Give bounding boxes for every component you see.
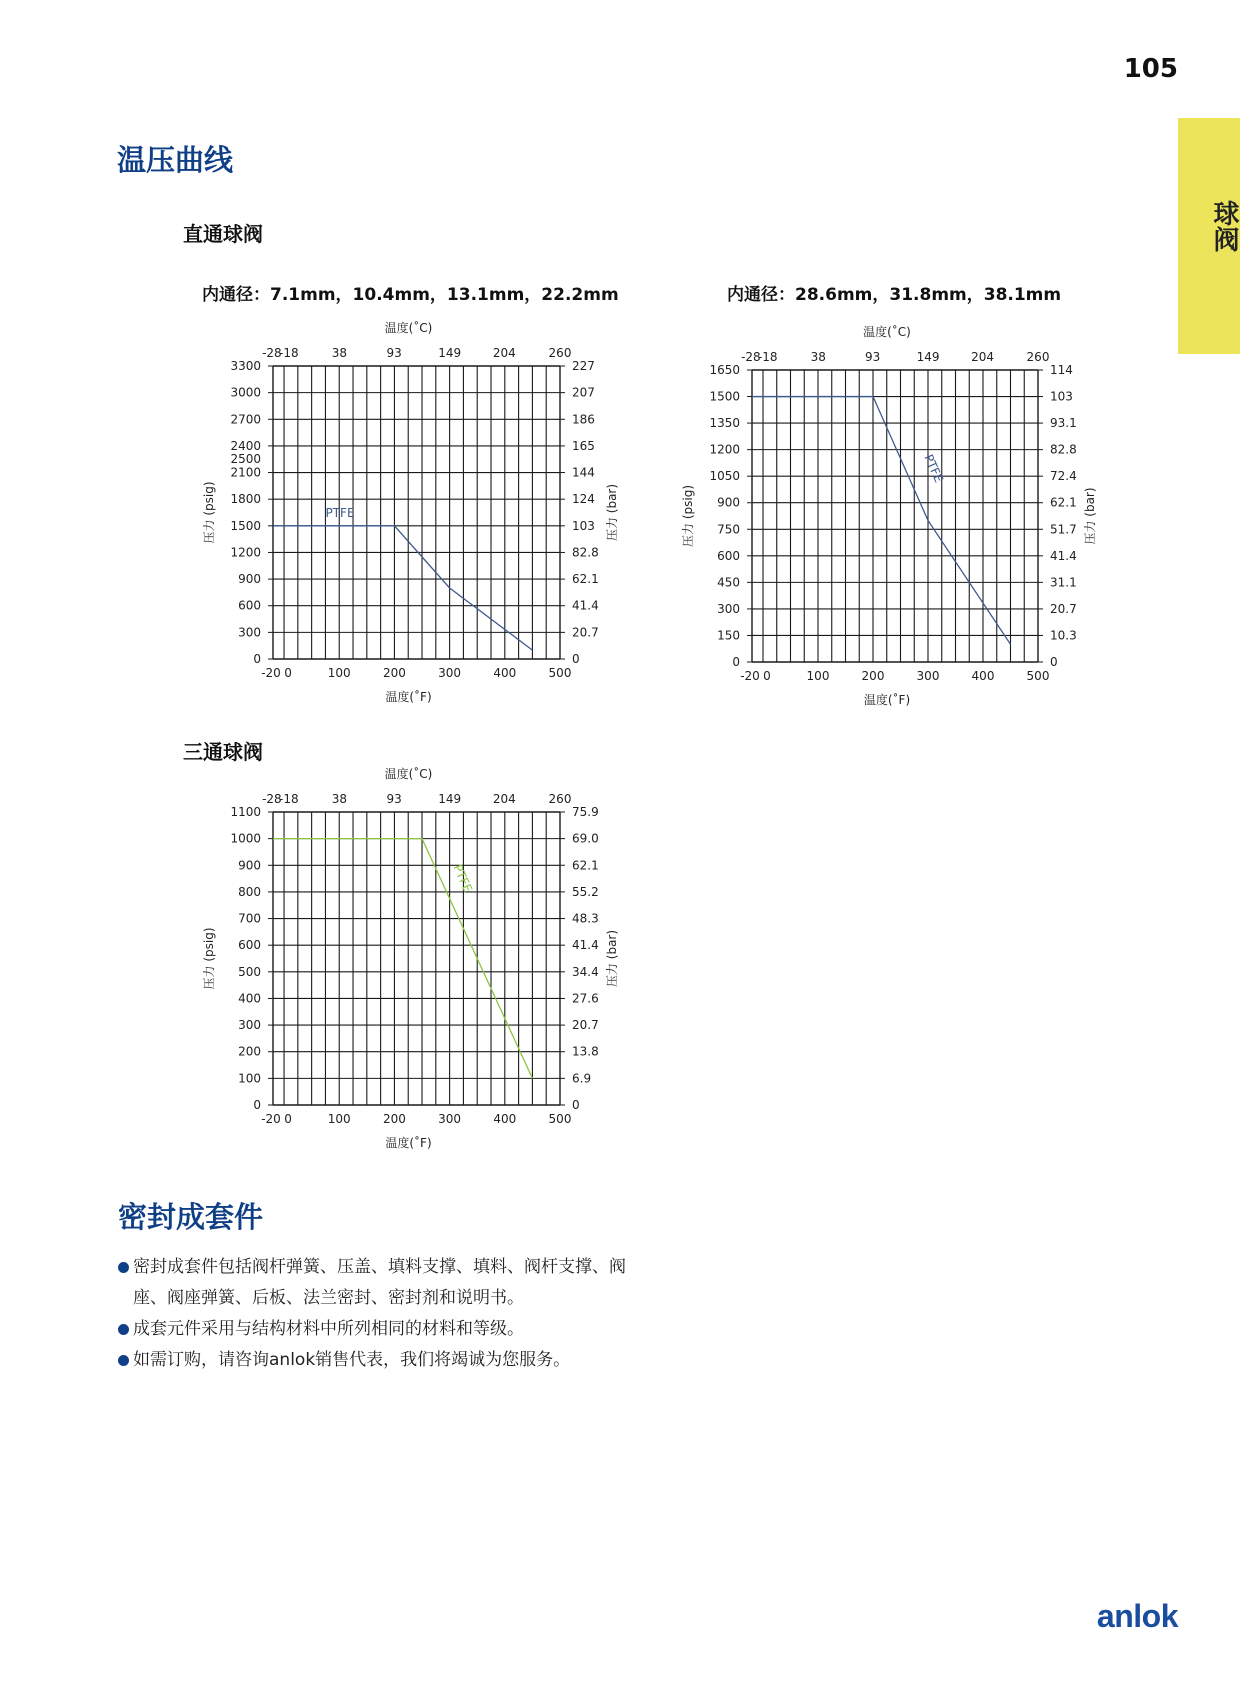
y-tick-label-left: 500 [238, 964, 261, 979]
y-tick-label-left: 400 [238, 991, 261, 1006]
y-tick-label-left: 600 [238, 938, 261, 953]
x-tick-label-f: -20 [740, 669, 760, 683]
y-tick-label-left: 750 [717, 522, 740, 537]
x-tick-label-c: -18 [279, 792, 299, 806]
y-tick-label-left: 0 [253, 1098, 261, 1112]
y-tick-label-left: 0 [732, 655, 740, 669]
x-tick-label-c: 204 [492, 792, 516, 806]
x-tick-label-c: -28 [262, 346, 282, 360]
x-tick-label-c: -28 [262, 792, 282, 806]
x-axis-title-f: 温度(˚F) [385, 690, 432, 704]
y-tick-label-right: 6.9 [572, 1071, 592, 1086]
x-axis-title-c: 温度(˚C) [384, 767, 433, 781]
y-tick-label-right: 20.7 [572, 1018, 599, 1033]
y-tick-label-right: 62.1 [1050, 495, 1077, 510]
y-tick-label-left: 700 [238, 911, 261, 926]
y-tick-label-right: 51.7 [1050, 522, 1077, 537]
y-tick-label-right: 124 [572, 492, 595, 507]
y-tick-label-left: 300 [238, 625, 261, 640]
y-tick-label-left: 1500 [230, 518, 261, 533]
y-tick-label-left: 1200 [230, 545, 261, 560]
x-tick-label-f: 100 [806, 669, 830, 683]
y-tick-label-left: 1100 [230, 805, 261, 819]
bullet-item [118, 1252, 658, 1314]
y-tick-label-right: 144 [572, 465, 595, 480]
x-tick-label-f: 100 [327, 666, 351, 680]
y-tick-label-left: 300 [717, 601, 740, 616]
y-tick-label-right: 41.4 [1050, 548, 1077, 563]
x-tick-label-f: 400 [493, 666, 517, 680]
side-tab-label: 球阀 [1209, 200, 1239, 252]
x-tick-label-c: 149 [916, 350, 940, 364]
x-tick-label-f: 300 [438, 1112, 462, 1126]
y-tick-label-right: 34.4 [572, 964, 599, 979]
y-tick-label-left: 900 [717, 495, 740, 510]
x-tick-label-f: 400 [971, 669, 995, 683]
x-tick-label-c: -18 [757, 350, 778, 364]
y-tick-label-right: 75.9 [572, 805, 599, 819]
x-tick-label-c: 204 [971, 350, 995, 364]
x-tick-label-f: 500 [548, 666, 572, 680]
y-tick-label-right: 10.3 [1050, 628, 1077, 643]
y-tick-label-left: 3300 [230, 359, 261, 373]
x-tick-label-c: 204 [492, 346, 516, 360]
x-axis-title-c: 温度(˚C) [384, 321, 433, 335]
x-tick-label-f: 0 [284, 1112, 292, 1126]
chart1-title: 内通径：7.1mm，10.4mm，13.1mm，22.2mm [202, 285, 619, 305]
x-tick-label-f: 300 [438, 666, 462, 680]
y-tick-label-right: 165 [572, 438, 595, 453]
y-tick-label-right: 0 [1050, 655, 1058, 669]
y-tick-label-left: 2400 [230, 438, 261, 453]
y-tick-label-left: 300 [238, 1018, 261, 1033]
bullet-dot [118, 1324, 129, 1335]
y-tick-label-right: 207 [572, 385, 595, 400]
y-tick-label-right: 103 [1050, 389, 1073, 404]
y-tick-label-left: 1350 [709, 416, 740, 431]
bullet-item [118, 1345, 658, 1376]
y-axis-title-left: 压力 (psig) [681, 485, 695, 547]
x-tick-label-c: 260 [548, 346, 572, 360]
bullet-text: 成套元件采用与结构材料中所列相同的材料和等级。 [133, 1319, 524, 1339]
chart2-title: 内通径：28.6mm，31.8mm，38.1mm [727, 285, 1062, 305]
y-axis-title-right: 压力 (bar) [605, 929, 619, 988]
x-tick-label-c: 38 [810, 350, 826, 364]
y-tick-label-left: 200 [238, 1044, 261, 1059]
series-label-ptfe: PTFE [921, 452, 946, 485]
y-tick-label-right: 69.0 [572, 831, 599, 846]
x-tick-label-f: 0 [763, 669, 771, 683]
x-tick-label-c: 38 [331, 792, 348, 806]
y-tick-label-right: 27.6 [572, 991, 599, 1006]
y-axis-title-left: 压力 (psig) [202, 481, 216, 544]
y-tick-label-left: 1650 [709, 363, 740, 377]
y-tick-label-right: 0 [572, 1098, 580, 1112]
y-tick-label-left: 2100 [230, 465, 261, 480]
y-tick-label-left: 3000 [230, 385, 261, 400]
y-tick-label-left: 1000 [230, 831, 261, 846]
y-tick-label-right: 93.1 [1050, 416, 1077, 431]
series-label-ptfe: PTFE [325, 506, 355, 520]
x-tick-label-c: 260 [548, 792, 572, 806]
bullet-list [118, 1252, 658, 1376]
bullet-dot [118, 1355, 129, 1366]
y-tick-label-right: 72.4 [1050, 469, 1077, 484]
x-tick-label-f: -20 [261, 666, 281, 680]
y-tick-label-left: 1050 [709, 469, 740, 484]
y-tick-label-left: 800 [238, 884, 261, 899]
y-tick-label-right: 41.4 [572, 938, 599, 953]
x-axis-title-f: 温度(˚F) [385, 1136, 432, 1150]
y-tick-label-left: 150 [717, 628, 740, 643]
x-tick-label-f: 100 [327, 1112, 351, 1126]
section-title-seal-kit: 密封成套件 [118, 1200, 264, 1234]
y-tick-label-right: 55.2 [572, 884, 599, 899]
x-tick-label-f: 400 [493, 1112, 517, 1126]
y-axis-title-right: 压力 (bar) [1083, 487, 1097, 545]
x-tick-label-c: -28 [741, 350, 761, 364]
x-tick-label-f: 300 [916, 669, 940, 683]
sub-title-straight: 直通球阀 [183, 222, 263, 246]
section-title-pt-curve: 温压曲线 [117, 143, 234, 177]
sub-title-three-way: 三通球阀 [183, 740, 263, 764]
y-tick-label-left: 600 [238, 598, 261, 613]
x-tick-label-c: 149 [438, 792, 462, 806]
x-tick-label-c: 260 [1026, 350, 1050, 364]
y-tick-label-right: 48.3 [572, 911, 599, 926]
x-axis-title-c: 温度(˚C) [863, 325, 911, 339]
y-tick-label-left: 2700 [230, 412, 261, 427]
x-tick-label-f: 200 [382, 666, 406, 680]
y-tick-label-right: 13.8 [572, 1044, 599, 1059]
x-tick-label-c: 93 [386, 792, 402, 806]
x-tick-label-c: 38 [331, 346, 348, 360]
x-tick-label-c: 93 [386, 346, 402, 360]
y-tick-label-right: 186 [572, 412, 595, 427]
y-tick-label-right: 0 [572, 652, 580, 666]
y-tick-label-left: 900 [238, 858, 261, 873]
x-axis-title-f: 温度(˚F) [863, 693, 911, 707]
y-tick-label-left: 2500 [230, 451, 261, 466]
x-tick-label-f: 500 [1026, 669, 1050, 683]
y-tick-label-right: 41.4 [572, 598, 599, 613]
y-tick-label-right: 103 [572, 518, 595, 533]
y-tick-label-left: 900 [238, 572, 261, 587]
y-tick-label-right: 227 [572, 359, 595, 373]
y-tick-label-left: 1200 [709, 442, 740, 457]
y-axis-title-right: 压力 (bar) [605, 483, 619, 542]
x-tick-label-c: -18 [279, 346, 299, 360]
y-tick-label-right: 82.8 [1050, 442, 1077, 457]
x-tick-label-f: 200 [382, 1112, 406, 1126]
y-tick-label-left: 100 [238, 1071, 261, 1086]
page-number: 105 [1123, 54, 1178, 84]
y-tick-label-left: 0 [253, 652, 261, 666]
x-tick-label-f: 0 [284, 666, 292, 680]
x-tick-label-c: 149 [438, 346, 462, 360]
y-tick-label-right: 31.1 [1050, 575, 1077, 590]
y-tick-label-right: 62.1 [572, 858, 599, 873]
y-axis-title-left: 压力 (psig) [202, 927, 216, 990]
y-tick-label-left: 450 [717, 575, 740, 590]
x-tick-label-f: 500 [548, 1112, 572, 1126]
bullet-text: 密封成套件包括阀杆弹簧、压盖、填料支撑、填料、阀杆支撑、阀座、阀座弹簧、后板、法兰密封、密封剂和说明书。 [133, 1257, 626, 1308]
y-tick-label-left: 600 [717, 548, 740, 563]
y-tick-label-right: 20.7 [572, 625, 599, 640]
bullet-dot [118, 1262, 129, 1273]
bullet-text: 如需订购，请咨询anlok销售代表，我们将竭诚为您服务。 [133, 1350, 571, 1370]
y-tick-label-right: 20.7 [1050, 601, 1077, 616]
y-tick-label-left: 1800 [230, 492, 261, 507]
anlok-logo: anlok [1096, 1598, 1178, 1634]
x-tick-label-f: 200 [861, 669, 885, 683]
bullet-item [118, 1314, 658, 1345]
x-tick-label-f: -20 [261, 1112, 281, 1126]
x-tick-label-c: 93 [865, 350, 881, 364]
y-tick-label-right: 82.8 [572, 545, 599, 560]
series-label-ptfe: PTFE [450, 862, 475, 895]
y-tick-label-right: 114 [1050, 363, 1073, 377]
y-tick-label-left: 1500 [709, 389, 740, 404]
y-tick-label-right: 62.1 [572, 572, 599, 587]
